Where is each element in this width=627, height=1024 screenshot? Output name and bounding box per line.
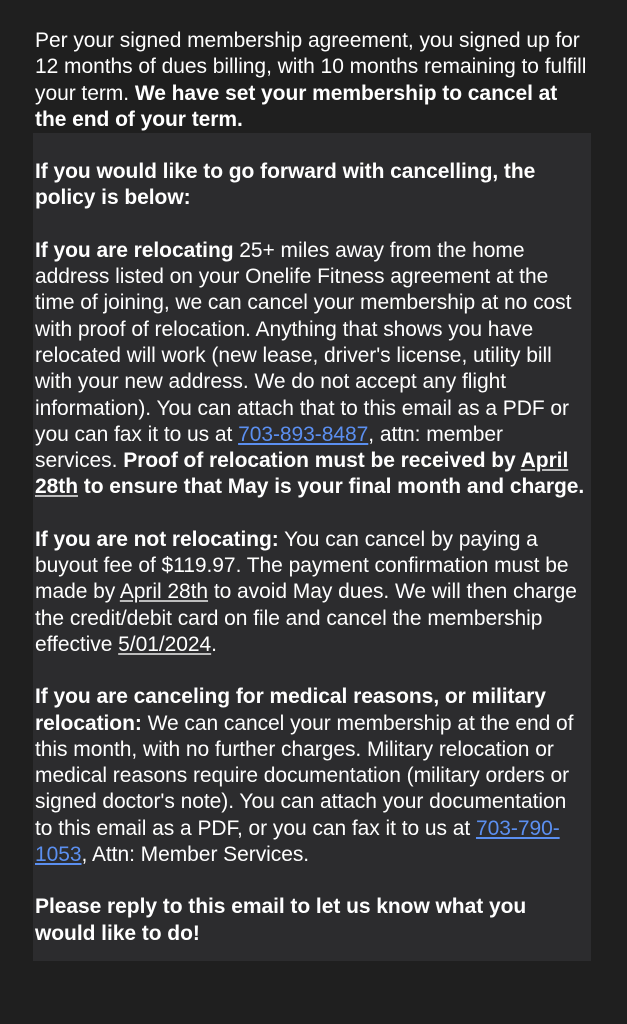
closing-text: Please reply to this email to let us know what you would like to do! [35, 895, 527, 945]
spacer [35, 133, 589, 159]
relocation-deadline-date[interactable]: April 28th [35, 449, 569, 499]
buyout-deadline-date[interactable]: April 28th [119, 580, 209, 604]
policy-block [33, 133, 591, 961]
fax-link-relocation[interactable]: 703-893-8487 [238, 422, 369, 446]
relocating-bold-b: to ensure that May is your final month and charge. [77, 475, 585, 499]
relocating-text-1: 25+ miles away from the home address listed on your Onelife Fitness agreement at the time of joining, we can cancel your membership at no cost with proof of relocation. Anything that shows you have relocated will work (new lease, driver's license, utility bill with your new address. We do not accept any flight information). You can attach that to this email as a PDF or you can fax it to us at [35, 238, 572, 446]
not-relocating-lead: If you are not relocating: [35, 527, 279, 551]
not-relocating-paragraph [35, 527, 589, 658]
fax-link-medical[interactable]: 703-790-1053 [35, 816, 560, 867]
intro-bold-text: We have set your membership to cancel at the end of your term. [35, 81, 558, 131]
relocating-paragraph [35, 238, 589, 501]
medical-text-2: , Attn: Member Services. [81, 843, 310, 867]
block-bottom-padding [35, 947, 589, 961]
medical-lead: If you are canceling for medical reasons, or military relocation: [35, 685, 546, 735]
policy-heading-text: If you would like to go forward with cancelling, the policy is below: [35, 160, 536, 210]
relocating-lead: If you are relocating [35, 238, 234, 262]
effective-date[interactable]: 5/01/2024 [118, 632, 212, 656]
relocating-text-2: , attn: member services. [35, 422, 503, 473]
not-relocating-text-1: You can cancel by paying a buyout fee of $119.97. The payment confirmation must be made by [35, 527, 569, 604]
not-relocating-text-3: . [211, 632, 217, 656]
medical-text-1: We can cancel your membership at the end of this month, with no further charges. Military relocation or medical reasons require documentation (military orders or signed doctor's note). You can attach your documentation to this email as a PDF, or you can fax it to us at [35, 711, 574, 840]
email-body [35, 28, 589, 961]
closing-paragraph [35, 894, 589, 947]
spacer [35, 212, 589, 238]
spacer [35, 868, 589, 894]
medical-paragraph [35, 684, 589, 868]
intro-text: Per your signed membership agreement, you signed up for 12 months of dues billing, with 10 months remaining to fulfill your term. [35, 29, 587, 105]
not-relocating-text-2: to avoid May dues. We will then charge the credit/debit card on file and cancel the membership effective [35, 580, 577, 656]
intro-paragraph [35, 28, 589, 133]
spacer [35, 501, 589, 527]
policy-heading [35, 159, 589, 212]
relocating-bold-a: Proof of relocation must be received by [123, 449, 521, 473]
spacer [35, 658, 589, 684]
